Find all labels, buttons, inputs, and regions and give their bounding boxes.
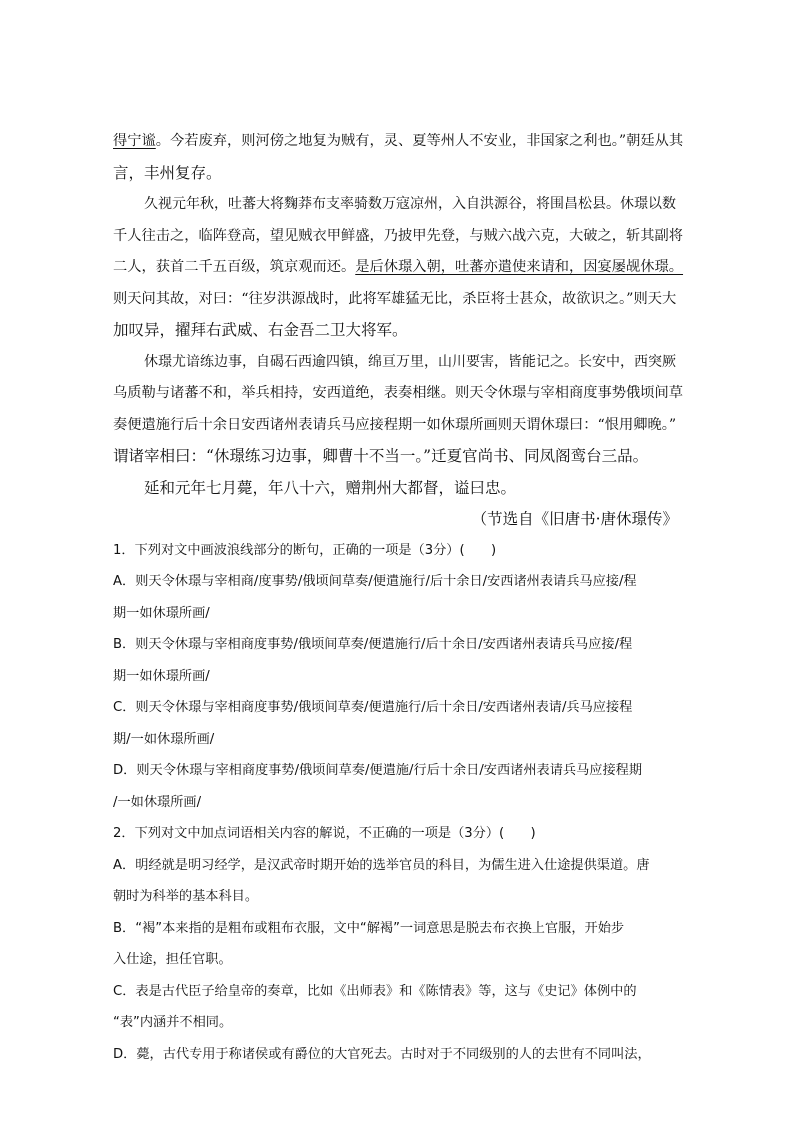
q2-option-b-cont: 入仕途，担任官职。 (113, 952, 232, 967)
question-2-stem: 2．下列对文中加点词语相关内容的解说，不正确的一项是（3分）( ) (113, 826, 536, 841)
passage-line: 休璟尤谙练边事，自碣石西逾四镇，绵亘万里，山川要害，皆能记之。长安中，西突厥 (144, 354, 676, 370)
passage-line: 延和元年七月薨，年八十六，赠荆州大都督，谥曰忠。 (144, 479, 517, 497)
q2-option-c-cont: “表”内涵并不相同。 (113, 1015, 233, 1030)
q1-option-a: A．则天令休璟与宰相商/度事势/俄顷间草奏/便遣施行/后十余日/安西诸州表请兵马应接/程 (113, 574, 637, 589)
passage-line: 言，丰州复存。 (113, 164, 222, 182)
passage-line: 加叹异，擢拜右武威、右金吾二卫大将军。 (113, 321, 408, 339)
q1-option-c-cont: 期/一如休璟所画/ (113, 732, 215, 747)
passage-text: 。今若废弃，则河傍之地复为贼有，灵、夏等州人不安业，非国家之利也。”朝廷从其 (155, 133, 684, 149)
q1-option-d: D．则天令休璟与宰相商度事势/俄顷间草奏/便遣施/行后十余日/安西诸州表请兵马应接程期 (113, 763, 643, 778)
passage-line (113, 257, 683, 277)
wavy-underlined-text: 奏便遣施行后十余日安西诸州表请兵马应接程期一如休璟所画则天谓休璟曰 (113, 417, 584, 433)
underlined-sentence: 是后休璟入朝，吐蕃亦遣使来请和，因宴屡觇休璟。 (355, 259, 684, 275)
underlined-phrase: 得宁谧 (113, 133, 156, 149)
passage-text: ：“恨用卿晚。” (583, 417, 677, 433)
passage-line: 则天问其故，对曰：“往岁洪源战时，此将军雄猛无比，杀臣将士甚众，故欲识之。”则天大 (113, 291, 677, 307)
passage-line: 谓诸宰相曰：“休璟练习边事，卿曹十不当一。”迁夏官尚书、同凤阁鸾台三品。 (113, 447, 649, 465)
passage-text: 二人，获首二千五百级，筑京观而还。 (113, 259, 356, 275)
passage-line: 千人往击之，临阵登高，望见贼衣甲鲜盛，乃披甲先登，与贼六战六克，大破之，斩其副将 (113, 228, 684, 244)
q2-option-b: B．“褐”本来指的是粗布或粗布衣服，文中“解褐”一词意思是脱去布衣换上官服，开始步 (113, 921, 625, 936)
question-1-stem: 1．下列对文中画波浪线部分的断句，正确的一项是（3分）( ) (113, 543, 497, 558)
q1-option-b: B．则天令休璟与宰相商度事势/俄顷间草奏/便遣施行/后十余日/安西诸州表请兵马应接/程 (113, 637, 633, 652)
q2-option-d: D．薨，古代专用于称诸侯或有爵位的大官死去。古时对于不同级别的人的去世有不同叫法， (113, 1047, 651, 1062)
q1-option-a-cont: 期一如休璟所画/ (113, 606, 210, 621)
passage-line: 乌质勒与诸蕃不和，举兵相持，安西道绝，表奏相继。则天令休璟与宰相商度事势俄顷间草 (113, 385, 684, 401)
q2-option-a-cont: 朝时为科举的基本科目。 (113, 889, 259, 904)
q1-option-d-cont: /一如休璟所画/ (113, 795, 202, 810)
passage-line (113, 415, 683, 435)
q1-option-b-cont: 期一如休璟所画/ (113, 669, 210, 684)
q2-option-a: A．明经就是明习经学，是汉武帝时期开始的选举官员的科目，为儒生进入仕途提供渠道。唐 (113, 858, 650, 873)
q2-option-c: C．表是古代臣子给皇帝的奏章，比如《出师表》和《陈情表》等，这与《史记》体例中的 (113, 984, 637, 999)
passage-line (113, 131, 683, 151)
source-citation: （节选自《旧唐书·唐休璟传》 (471, 510, 678, 528)
q1-option-c: C．则天令休璟与宰相商度事势/俄顷间草奏/便遣施行/后十余日/安西诸州表请/兵马应接程 (113, 700, 633, 715)
passage-line: 久视元年秋，吐蕃大将麴莽布支率骑数万寇凉州，入自洪源谷，将围昌松县。休璟以数 (144, 196, 676, 212)
